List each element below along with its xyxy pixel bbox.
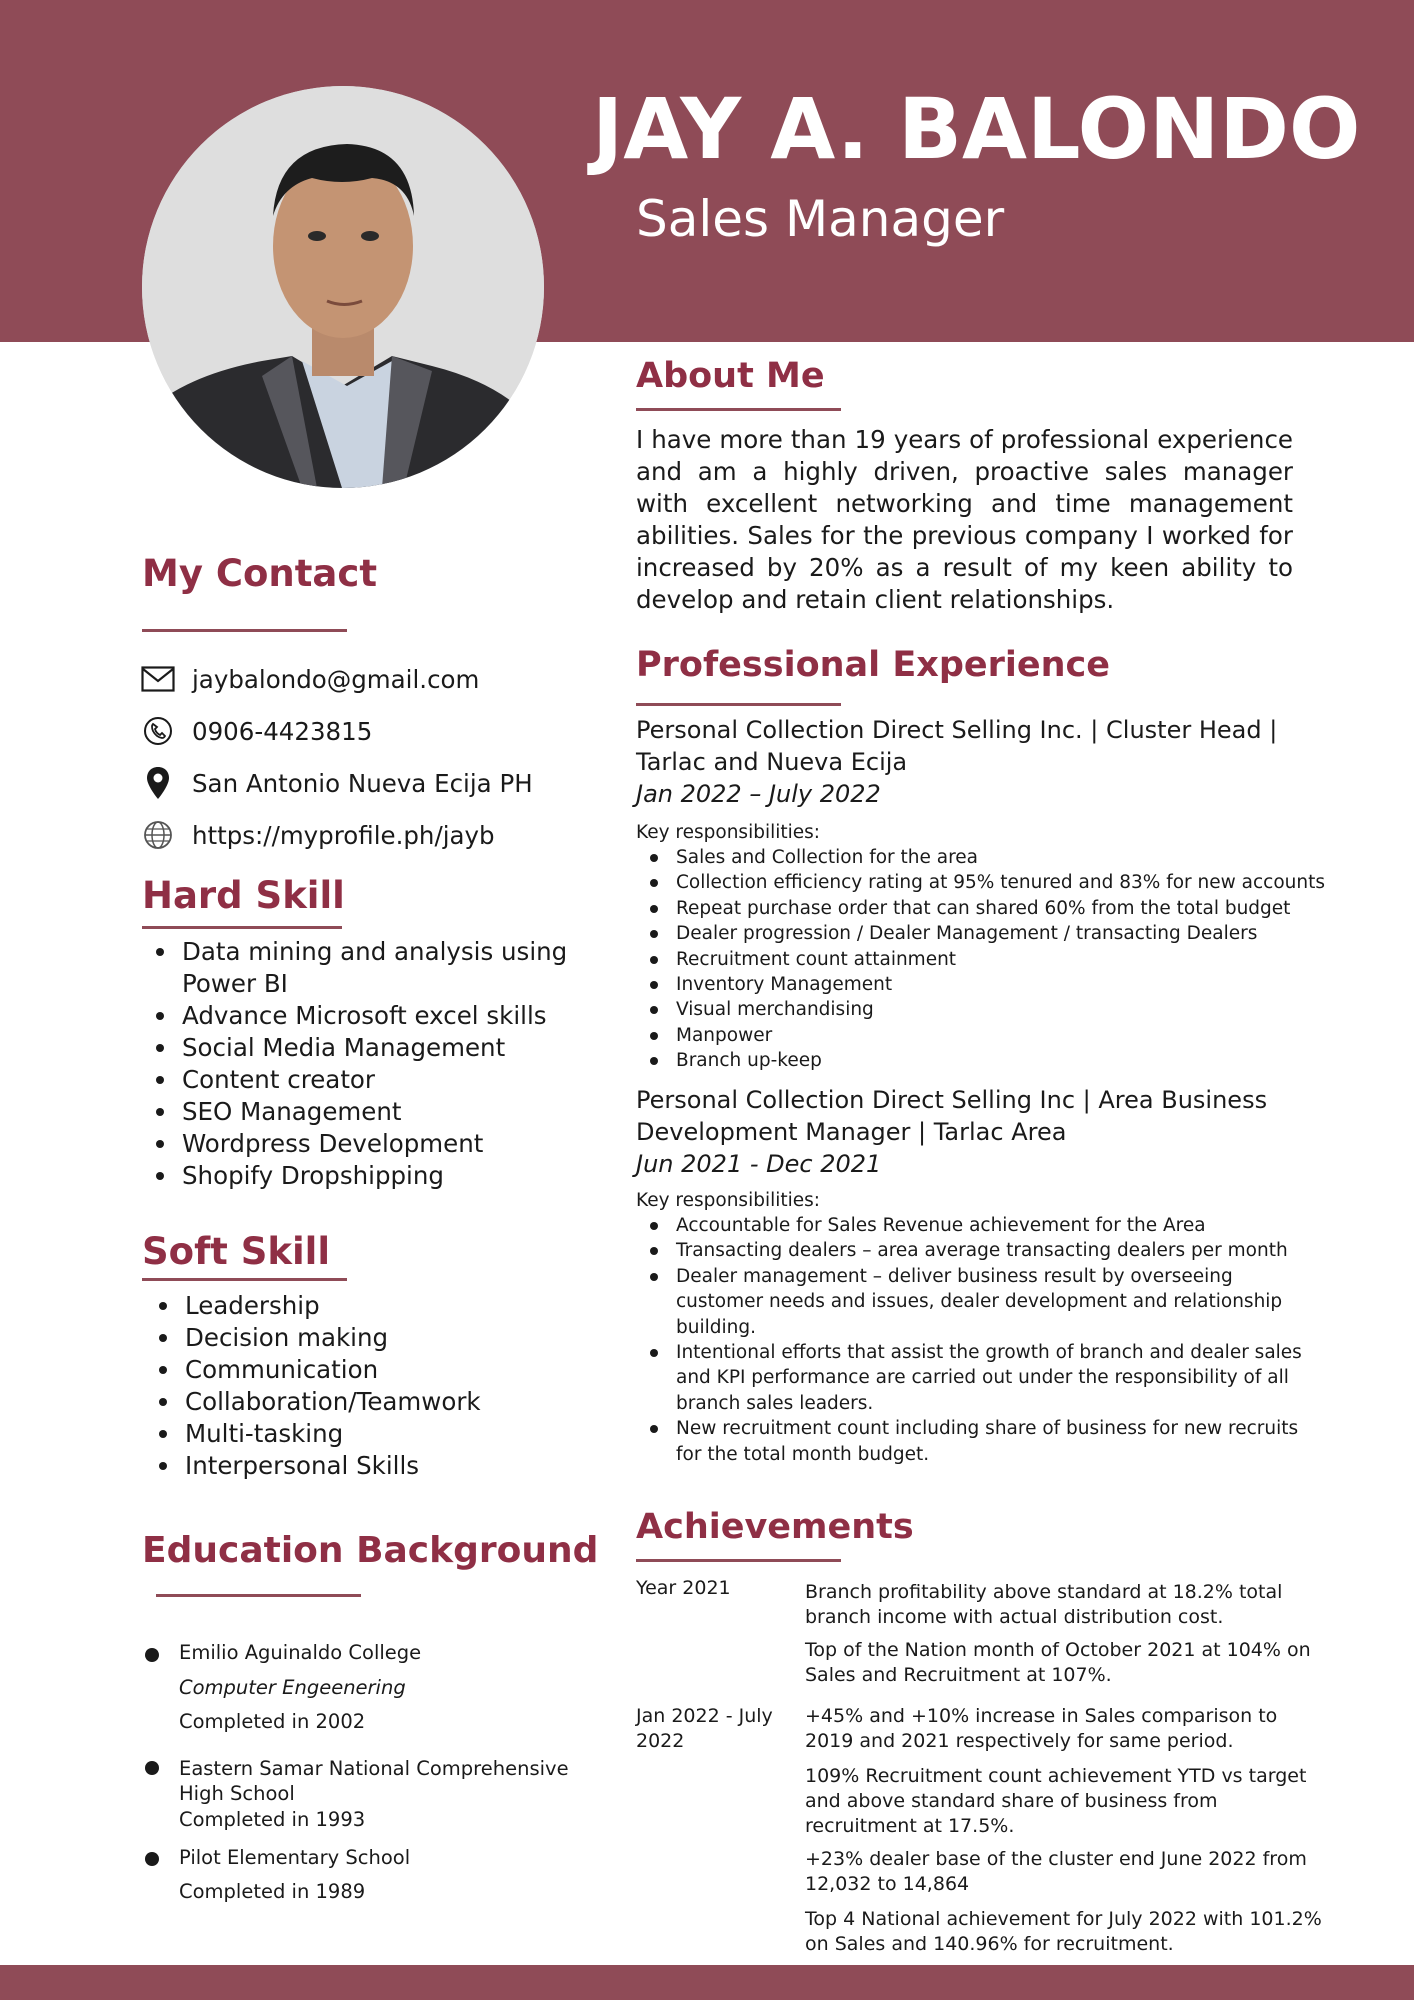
job-responsibilities <box>638 845 1358 1074</box>
school-name: Eastern Samar National Comprehensive <box>179 1757 569 1780</box>
achievement-item: +23% dealer base of the cluster end June 2022 from 12,032 to 14,864 <box>805 1848 1307 1895</box>
responsibility-item: Sales and Collection for the area <box>638 845 1358 870</box>
responsibility-item: New recruitment count including share of business for new recruits for the total month budget. <box>638 1416 1308 1467</box>
profile-photo <box>142 86 544 488</box>
about-rule <box>636 408 841 411</box>
contact-location-text: San Antonio Nueva Ecija PH <box>192 768 533 798</box>
achievements-heading: Achievements <box>636 1507 914 1547</box>
responsibility-item: Branch up-keep <box>638 1048 1358 1073</box>
experience-heading: Professional Experience <box>636 645 1111 685</box>
hard-skill-item: SEO Management <box>144 1096 574 1128</box>
soft-skill-item: Interpersonal Skills <box>147 1450 567 1482</box>
contact-email-text: jaybalondo@gmail.com <box>192 664 480 694</box>
job-dates: Jun 2021 - Dec 2021 <box>636 1150 882 1178</box>
school-name: Pilot Elementary School <box>179 1846 411 1869</box>
school-completed: Completed in 1993 <box>179 1808 366 1831</box>
email-icon <box>140 661 176 697</box>
contact-phone-text: 0906-4423815 <box>192 716 373 746</box>
school-name-line2: High School <box>179 1782 295 1805</box>
soft-skill-rule <box>142 1278 347 1281</box>
achievements-rule <box>636 1559 841 1562</box>
hard-skill-heading: Hard Skill <box>142 874 345 917</box>
achievement-item: Branch profitability above standard at 18.2% total branch income with actual distribution cost. <box>805 1581 1283 1628</box>
contact-heading: My Contact <box>142 552 378 595</box>
contact-location <box>140 765 533 801</box>
contact-rule <box>142 629 347 632</box>
hard-skill-list <box>144 936 574 1192</box>
experience-rule <box>636 703 841 706</box>
soft-skill-item: Communication <box>147 1354 567 1386</box>
responsibility-item: Intentional efforts that assist the growth of branch and dealer sales and KPI performance are carried out under the responsibility of all branch sales leaders. <box>638 1340 1308 1416</box>
hard-skill-item: Shopify Dropshipping <box>144 1160 574 1192</box>
contact-email[interactable] <box>140 661 479 697</box>
responsibility-item: Dealer management – deliver business result by overseeing customer needs and issues, dealer development and relationship building. <box>638 1264 1308 1340</box>
education-bullet <box>145 1852 159 1866</box>
soft-skill-item: Decision making <box>147 1322 567 1354</box>
education-bullet <box>145 1761 159 1775</box>
job-dates: Jan 2022 – July 2022 <box>636 780 881 808</box>
school-completed: Completed in 1989 <box>179 1880 366 1903</box>
hard-skill-item: Advance Microsoft excel skills <box>144 1000 574 1032</box>
responsibility-item: Inventory Management <box>638 972 1358 997</box>
contact-phone[interactable] <box>140 713 372 749</box>
globe-icon <box>140 817 176 853</box>
responsibility-item: Repeat purchase order that can shared 60% from the total budget <box>638 896 1358 921</box>
achievement-item: 109% Recruitment count achievement YTD vs target and above standard share of business from recruitment at 17.5%. <box>805 1765 1307 1837</box>
achievement-period: Year 2021 <box>636 1577 731 1599</box>
school-name: Emilio Aguinaldo College <box>179 1641 422 1664</box>
job-title: Personal Collection Direct Selling Inc. | Cluster Head | Tarlac and Nueva Ecija <box>636 716 1278 776</box>
about-heading: About Me <box>636 356 825 396</box>
responsibility-item: Visual merchandising <box>638 997 1358 1022</box>
footer-band <box>0 1965 1414 2000</box>
job-title: Personal Collection Direct Selling Inc | Area Business Development Manager | Tarlac Area <box>636 1086 1268 1146</box>
job-key-label: Key responsibilities: <box>636 822 821 843</box>
soft-skill-list <box>147 1290 567 1482</box>
contact-website[interactable] <box>140 817 495 853</box>
responsibility-item: Transacting dealers – area average transacting dealers per month <box>638 1238 1308 1263</box>
candidate-role: Sales Manager <box>636 190 1005 248</box>
education-bullet <box>145 1648 159 1662</box>
school-completed: Completed in 2002 <box>179 1710 366 1733</box>
education-rule <box>156 1594 361 1597</box>
job-key-label: Key responsibilities: <box>636 1190 821 1211</box>
school-course: Computer Engeenering <box>179 1676 406 1699</box>
soft-skill-item: Collaboration/Teamwork <box>147 1386 567 1418</box>
hard-skill-item: Content creator <box>144 1064 574 1096</box>
hard-skill-item: Wordpress Development <box>144 1128 574 1160</box>
soft-skill-item: Leadership <box>147 1290 567 1322</box>
achievement-item: Top of the Nation month of October 2021 at 104% on Sales and Recruitment at 107%. <box>805 1639 1311 1686</box>
achievement-period: Jan 2022 - July 2022 <box>636 1705 773 1752</box>
achievement-item: +45% and +10% increase in Sales comparison to 2019 and 2021 respectively for same period. <box>805 1705 1278 1752</box>
responsibility-item: Recruitment count attainment <box>638 947 1358 972</box>
phone-icon <box>140 713 176 749</box>
contact-website-text: https://myprofile.ph/jayb <box>192 820 495 850</box>
achievement-item: Top 4 National achievement for July 2022 with 101.2% on Sales and 140.96% for recruitment. <box>805 1908 1322 1955</box>
hard-skill-rule <box>142 926 342 929</box>
responsibility-item: Dealer progression / Dealer Management / transacting Dealers <box>638 921 1358 946</box>
candidate-name: JAY A. BALONDO <box>592 80 1361 178</box>
education-heading: Education Background <box>142 1530 599 1571</box>
hard-skill-item: Data mining and analysis using Power BI <box>144 936 574 1000</box>
responsibility-item: Manpower <box>638 1023 1358 1048</box>
about-text: I have more than 19 years of professional experience and am a highly driven, proactive sales manager with excellent networking and time management abilities. Sales for the previous company I worked for increased by 20% as a result of my keen ability to develop and retain client relationships. <box>636 425 1293 614</box>
soft-skill-item: Multi-tasking <box>147 1418 567 1450</box>
soft-skill-heading: Soft Skill <box>142 1230 331 1273</box>
job-responsibilities <box>638 1213 1308 1467</box>
hard-skill-item: Social Media Management <box>144 1032 574 1064</box>
responsibility-item: Collection efficiency rating at 95% tenured and 83% for new accounts <box>638 870 1358 895</box>
responsibility-item: Accountable for Sales Revenue achievement for the Area <box>638 1213 1308 1238</box>
location-pin-icon <box>140 765 176 801</box>
